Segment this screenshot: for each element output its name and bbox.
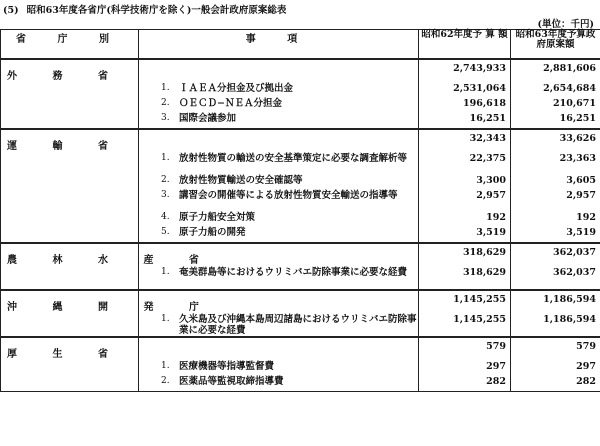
item-cell — [139, 98, 419, 113]
table-header — [1, 30, 600, 60]
budget-table — [0, 29, 600, 392]
total-fy62: 2,743,933 — [419, 59, 511, 77]
ministry-cell — [1, 59, 139, 129]
caption-title: 昭和63年度各省庁(科学技術庁を除く)一般会計政府原案総表 — [26, 5, 287, 16]
ministry-name: 農 林 水 産 省 — [7, 255, 215, 266]
amount-fy62: 297 — [419, 361, 511, 376]
item-label: 原子力船安全対策 — [179, 212, 256, 223]
amount-fy62: 192 — [419, 212, 511, 227]
amount-fy63: 210,671 — [511, 98, 600, 113]
ministry-cell — [1, 129, 139, 243]
total-fy63: 1,186,594 — [511, 290, 600, 308]
table-row — [1, 337, 600, 355]
ministry-name: 運 輸 省 — [7, 141, 124, 152]
amount-fy63: 3,519 — [511, 227, 600, 243]
ministry-cell — [1, 290, 215, 337]
header-fy63: 昭和63年度予算政府原案額 — [511, 30, 600, 60]
item-label: 講習会の開催等による放射性物質安全輸送の指導等 — [179, 190, 398, 201]
amount-fy63: 23,363 — [511, 153, 600, 175]
table-row — [1, 243, 600, 261]
item-cell — [139, 83, 419, 98]
item-number: 2. — [161, 98, 170, 108]
total-fy62: 579 — [419, 337, 511, 355]
item-label: 医療機器等指導監督費 — [179, 361, 275, 372]
item-cell — [139, 314, 419, 337]
item-cell — [139, 361, 419, 376]
item-label: 原子力船の開発 — [179, 227, 246, 238]
item-cell — [139, 190, 419, 212]
amount-fy62: 318,629 — [419, 267, 511, 290]
item-cell — [139, 113, 419, 129]
amount-fy63: 3,605 — [511, 175, 600, 190]
unit-label: (単位：千円) — [537, 19, 594, 30]
item-number: 1. — [161, 83, 170, 93]
amount-fy63: 2,654,684 — [511, 83, 600, 98]
item-number: 2. — [161, 376, 170, 386]
item-label: 奄美群島等におけるウリミバエ防除事業に必要な経費 — [179, 267, 408, 278]
total-fy62: 1,145,255 — [419, 290, 511, 308]
amount-fy63: 192 — [511, 212, 600, 227]
item-cell — [139, 129, 419, 147]
item-number: 1. — [161, 361, 170, 371]
item-number: 1. — [161, 153, 170, 163]
table-row — [1, 59, 600, 77]
item-label: 放射性物質輸送の安全確認等 — [179, 175, 303, 186]
amount-fy62: 282 — [419, 376, 511, 392]
amount-fy63: 16,251 — [511, 113, 600, 129]
item-cell — [139, 376, 419, 392]
amount-fy63: 282 — [511, 376, 600, 392]
item-cell — [139, 227, 419, 243]
amount-fy63: 297 — [511, 361, 600, 376]
item-cell — [139, 337, 419, 355]
amount-fy62: 196,618 — [419, 98, 511, 113]
amount-fy62: 3,300 — [419, 175, 511, 190]
amount-fy63: 1,186,594 — [511, 314, 600, 337]
item-number: 2. — [161, 175, 170, 185]
caption-number: (5) — [3, 5, 19, 16]
item-label: 放射性物質の輸送の安全基準策定に必要な調査解析等 — [179, 153, 408, 164]
item-number: 1. — [161, 267, 170, 277]
item-number: 3. — [161, 113, 170, 123]
ministry-name: 外 務 省 — [7, 71, 124, 82]
ministry-group — [1, 243, 600, 290]
item-label: 国際会議参加 — [179, 113, 237, 124]
amount-fy63: 362,037 — [511, 267, 600, 290]
ministry-name: 厚 生 省 — [7, 349, 124, 360]
table-caption — [3, 2, 286, 16]
amount-fy62: 2,957 — [419, 190, 511, 212]
item-label: ＩＡＥＡ分担金及び拠出金 — [179, 83, 294, 94]
total-fy62: 32,343 — [419, 129, 511, 147]
table-row — [1, 290, 600, 308]
item-cell — [139, 212, 419, 227]
header-fy62: 昭和62年度予 算 額 — [419, 30, 511, 60]
item-cell — [139, 59, 419, 77]
ministry-group — [1, 129, 600, 243]
item-label: 医薬品等監視取締指導費 — [179, 376, 284, 387]
header-item: 事 項 — [139, 30, 419, 60]
item-cell — [139, 153, 419, 175]
amount-fy62: 2,531,064 — [419, 83, 511, 98]
table-row — [1, 129, 600, 147]
item-label: ＯＥＣＤ−ＮＥＡ分担金 — [179, 98, 282, 109]
ministry-cell — [1, 243, 215, 290]
amount-fy63: 2,957 — [511, 190, 600, 212]
item-cell — [139, 267, 419, 290]
ministry-group — [1, 290, 600, 337]
amount-fy62: 16,251 — [419, 113, 511, 129]
amount-fy62: 22,375 — [419, 153, 511, 175]
total-fy63: 33,626 — [511, 129, 600, 147]
amount-fy62: 3,519 — [419, 227, 511, 243]
amount-fy62: 1,145,255 — [419, 314, 511, 337]
item-number: 1. — [161, 314, 170, 324]
item-number: 4. — [161, 212, 170, 222]
item-number: 5. — [161, 227, 170, 237]
item-number: 3. — [161, 190, 170, 200]
item-cell — [139, 175, 419, 190]
total-fy63: 362,037 — [511, 243, 600, 261]
total-fy63: 579 — [511, 337, 600, 355]
ministry-name: 沖 縄 開 発 庁 — [7, 302, 215, 313]
header-ministry: 省 庁 別 — [1, 30, 139, 60]
ministry-group — [1, 59, 600, 129]
ministry-cell — [1, 337, 139, 392]
total-fy62: 318,629 — [419, 243, 511, 261]
total-fy63: 2,881,606 — [511, 59, 600, 77]
ministry-group — [1, 337, 600, 392]
item-label: 久米島及び沖縄本島周辺諸島におけるウリミバエ防除事業に必要な経費 — [179, 314, 417, 336]
